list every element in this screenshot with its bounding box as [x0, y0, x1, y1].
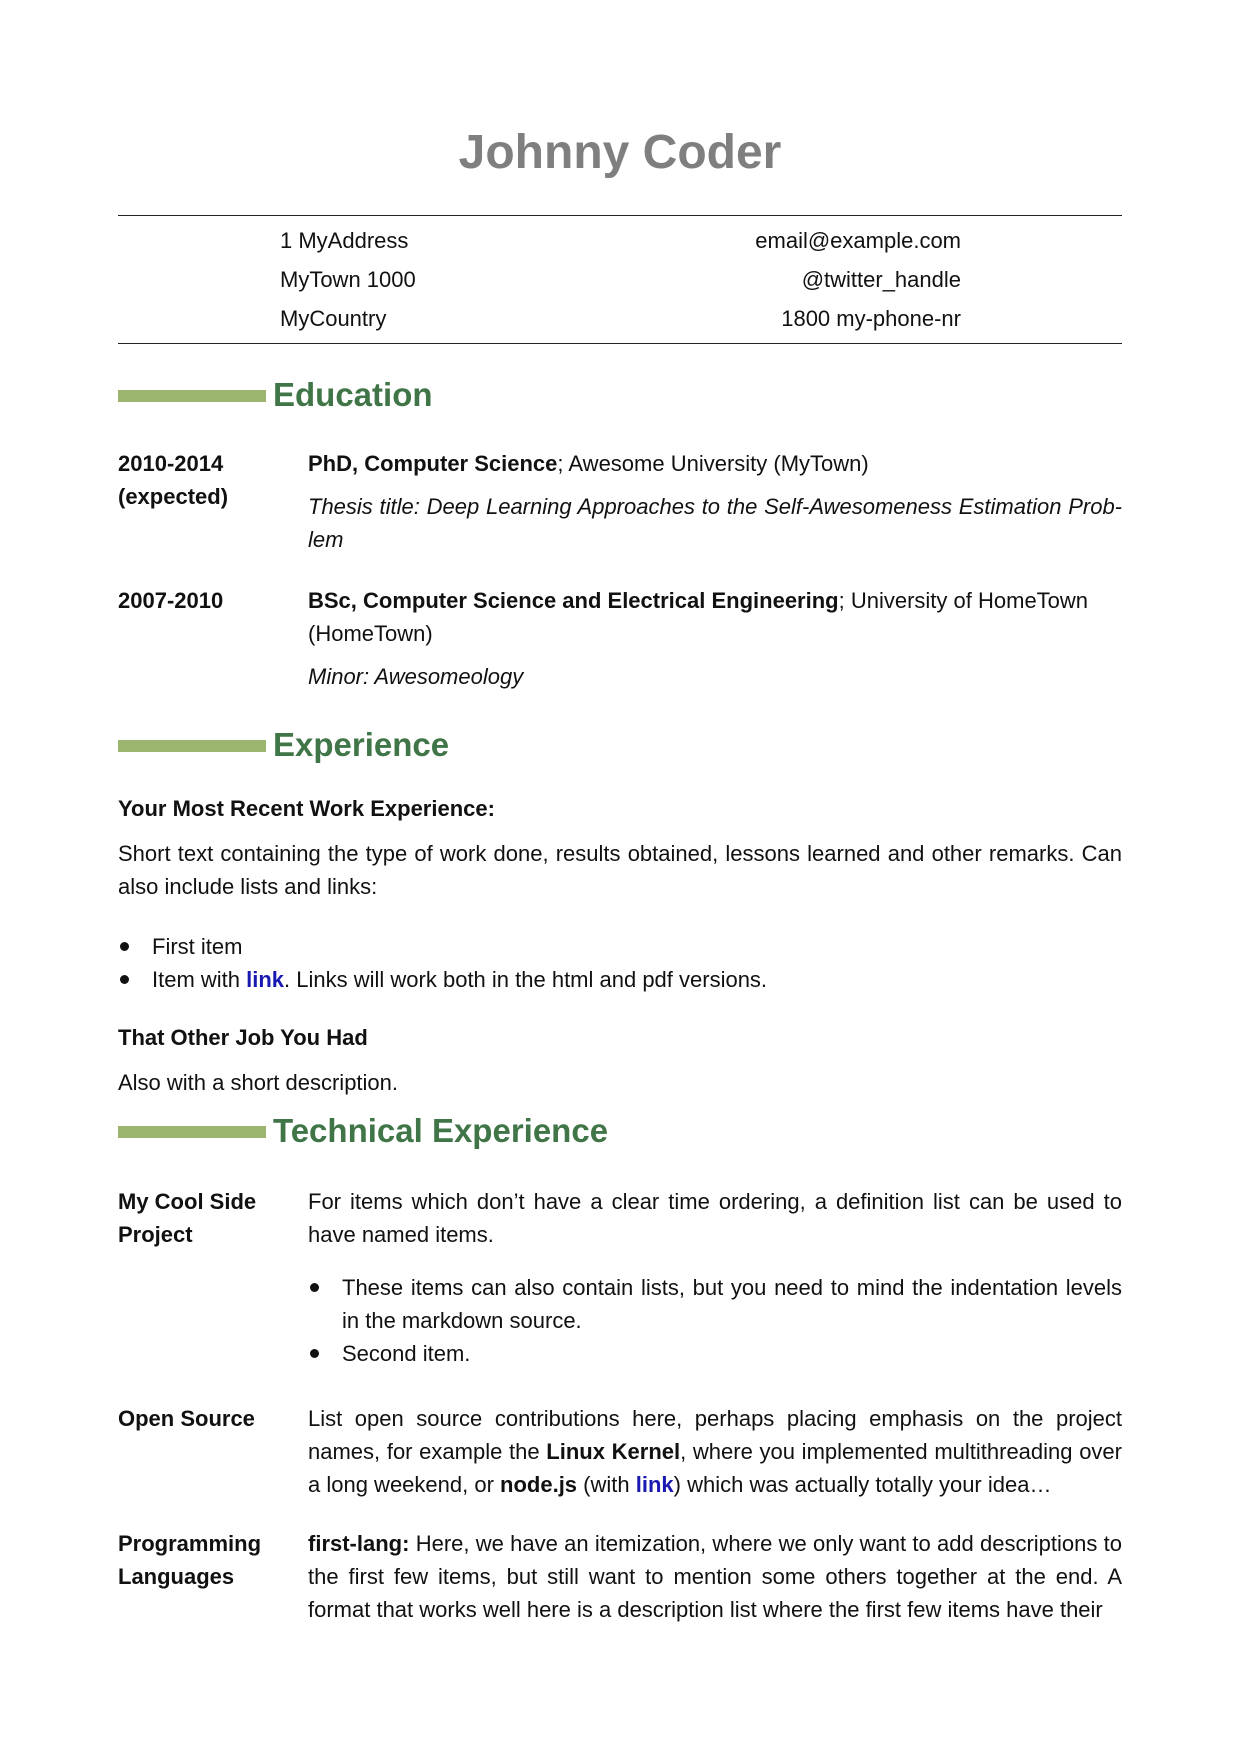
contact-row	[280, 264, 961, 303]
list-item: First item	[118, 930, 1122, 963]
institution: Awesome University (MyTown)	[568, 451, 869, 476]
entry-details: first-lang: Here, we have an itemization, where we only want to add descriptions to the first few items, but still want to mention some others together at the end. A format that works well here is a description list where the first few items have their	[308, 1531, 1122, 1622]
job1-description: Short text containing the type of work done, results obtained, lessons learned and other remarks. Can also include lists and links:	[118, 841, 1122, 899]
first-lang-label: first-lang:	[308, 1531, 410, 1556]
entry-details: PhD, Computer Science; Awesome University (MyTown) Thesis title: Deep Learning Approaches to the Self-Awesomeness Estimation Prob-lem	[308, 447, 1122, 556]
degree: BSc, Computer Science and Electrical Engineering	[308, 588, 839, 613]
job1-list	[118, 930, 1122, 996]
header-bottom-rule	[118, 343, 1122, 344]
bullet-icon	[120, 942, 129, 951]
entry-details: For items which don’t have a clear time ordering, a definition list can be used to have named items. These items can also contain lists, but you need to mind the indentation levels in the markdown source. Second item.	[308, 1185, 1122, 1370]
job1-title: Your Most Recent Work Experience:	[118, 796, 495, 821]
resume-name: Johnny Coder	[458, 126, 782, 179]
degree: PhD, Computer Science	[308, 451, 558, 476]
job2-title: That Other Job You Had	[118, 1025, 368, 1050]
list-item: These items can also contain lists, but you need to mind the indentation levels in the markdown source.	[308, 1271, 1122, 1337]
institution: University of HomeTown (HomeTown)	[308, 588, 1089, 646]
experience-link[interactable]: link	[246, 967, 285, 992]
bullet-icon	[120, 975, 129, 984]
list-item: Item with link. Links will work both in the html and pdf versions.	[118, 963, 1122, 996]
open-source-link[interactable]: link	[635, 1472, 674, 1497]
thesis-note: Thesis title: Deep Learning Approaches to the Self-Awesomeness Estimation Prob-lem	[308, 494, 1123, 552]
address-line: 1 MyAddress	[280, 228, 409, 253]
contact-row	[280, 225, 961, 264]
side-project-list	[308, 1271, 1122, 1370]
email[interactable]: email@example.com	[755, 228, 961, 253]
contact-block	[280, 225, 961, 342]
contact-row	[280, 303, 961, 342]
town-line: MyTown 1000	[280, 267, 416, 292]
entry-date: 2010-2014 (expected)	[118, 451, 229, 509]
section-title: Technical Experience	[273, 1112, 609, 1149]
bullet-icon	[310, 1349, 319, 1358]
entry-details: BSc, Computer Science and Electrical Engineering; University of HomeTown (HomeTown) Minor: Awesomeology	[308, 584, 1122, 693]
section-bar	[118, 390, 266, 402]
list-item: Second item.	[308, 1337, 1122, 1370]
entry-details: List open source contributions here, perhaps placing emphasis on the project names, for example the Linux Kernel, where you implemented multithreading over a long weekend, or node.js (with link) which was actually totally your idea…	[308, 1406, 1122, 1497]
entry-term: Programming Languages	[118, 1531, 262, 1589]
bullet-icon	[310, 1283, 319, 1292]
section-bar	[118, 740, 266, 752]
section-title: Education	[273, 376, 433, 413]
nodejs-label: node.js	[500, 1472, 578, 1497]
section-bar	[118, 1126, 266, 1138]
linux-kernel-label: Linux Kernel	[546, 1439, 681, 1464]
header-top-rule	[118, 215, 1122, 216]
minor-note: Minor: Awesomeology	[308, 664, 524, 689]
entry-term: Open Source	[118, 1406, 255, 1431]
country-line: MyCountry	[280, 306, 387, 331]
entry-term: My Cool Side Project	[118, 1189, 257, 1247]
phone-number: 1800 my-phone-nr	[781, 306, 961, 331]
section-title: Experience	[273, 726, 450, 763]
job2-description: Also with a short description.	[118, 1070, 399, 1095]
entry-date: 2007-2010	[118, 588, 224, 613]
twitter-handle[interactable]: @twitter_handle	[801, 267, 961, 292]
